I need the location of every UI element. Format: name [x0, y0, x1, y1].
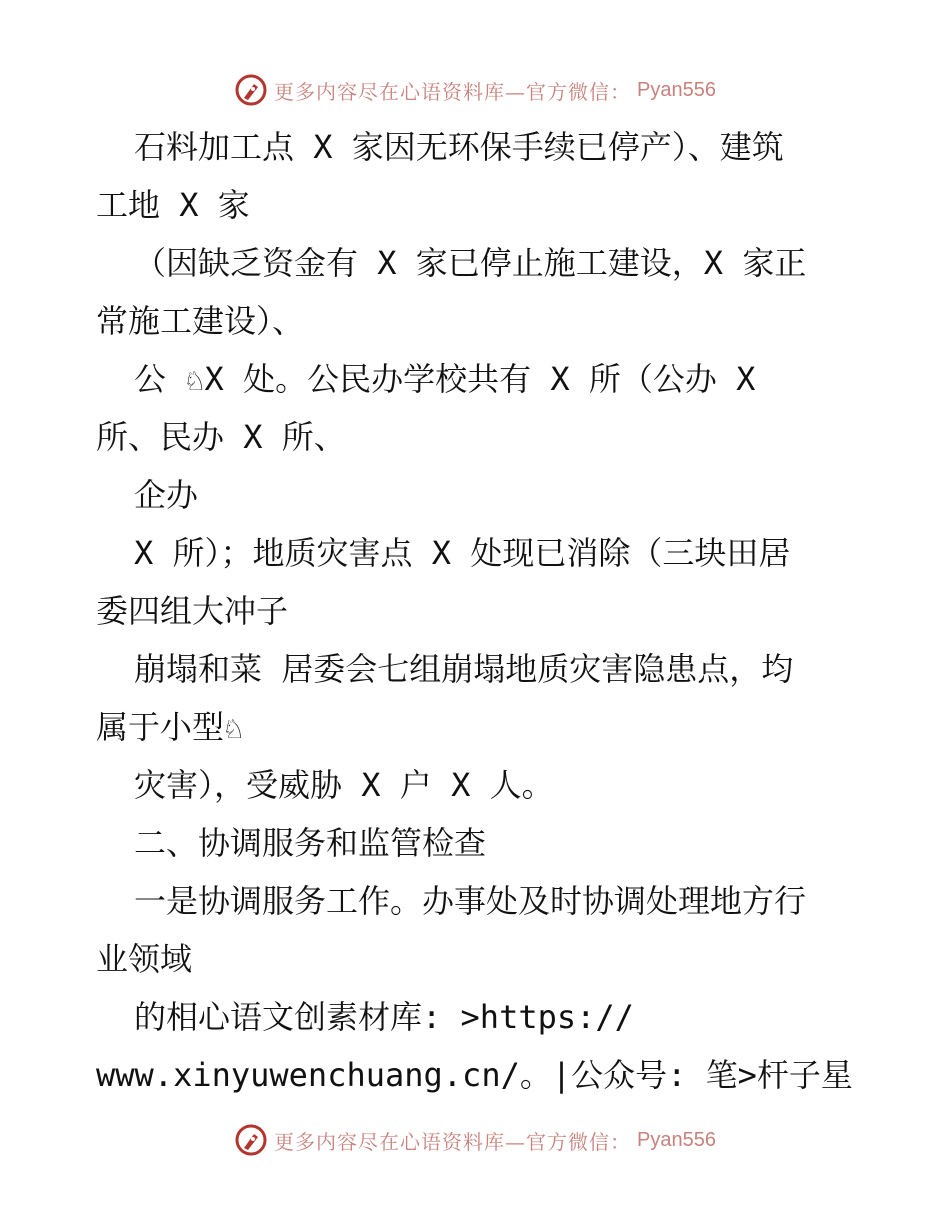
body-line: 石料加工点 X 家因无环保手续已停产）、建筑: [134, 128, 784, 166]
body-line: X 所）；地质灾害点 X 处现已消除（三块田居: [134, 534, 791, 572]
body-line: 公 ♘X 处。公民办学校共有 X 所（公办 X: [134, 360, 756, 398]
body-line: 委四组大冲子: [96, 592, 289, 630]
body-line: www.xinyuwenchuang.cn/。|公众号: 笔>杆子星: [96, 1056, 853, 1094]
body-line: 灾害），受威胁 X 户 X 人。: [134, 766, 554, 804]
body-line: 工地 X 家: [96, 186, 250, 224]
body-line: 的相心语文创素材库: >https://: [134, 998, 634, 1036]
section-heading: 二、协调服务和监管检查: [134, 824, 487, 862]
pen-nib-logo-icon: [234, 1123, 268, 1157]
body-line: 企办: [134, 476, 199, 514]
body-line: 属于小型♘: [96, 708, 244, 746]
watermark-text: 更多内容尽在心语资料库—官方微信：: [274, 1129, 632, 1154]
body-line: 崩塌和菜 居委会七组崩塌地质灾害隐患点，均: [134, 650, 794, 688]
watermark-wechat-id: Pyan556: [637, 1128, 716, 1151]
watermark-text: 更多内容尽在心语资料库—官方微信：: [274, 79, 632, 104]
pen-nib-logo-icon: [234, 73, 268, 107]
body-line: 常施工建设）、: [96, 302, 305, 340]
body-line: 业领域: [96, 940, 193, 978]
document-body: [96, 118, 856, 1104]
body-line: 一是协调服务工作。办事处及时协调处理地方行: [134, 882, 807, 920]
body-line: 所、民办 X 所、: [96, 418, 346, 456]
watermark-wechat-id: Pyan556: [637, 78, 716, 101]
watermark-footer: [0, 1120, 950, 1160]
watermark-header: [0, 70, 950, 110]
body-line: （因缺乏资金有 X 家已停止施工建设，X 家正: [134, 244, 807, 282]
